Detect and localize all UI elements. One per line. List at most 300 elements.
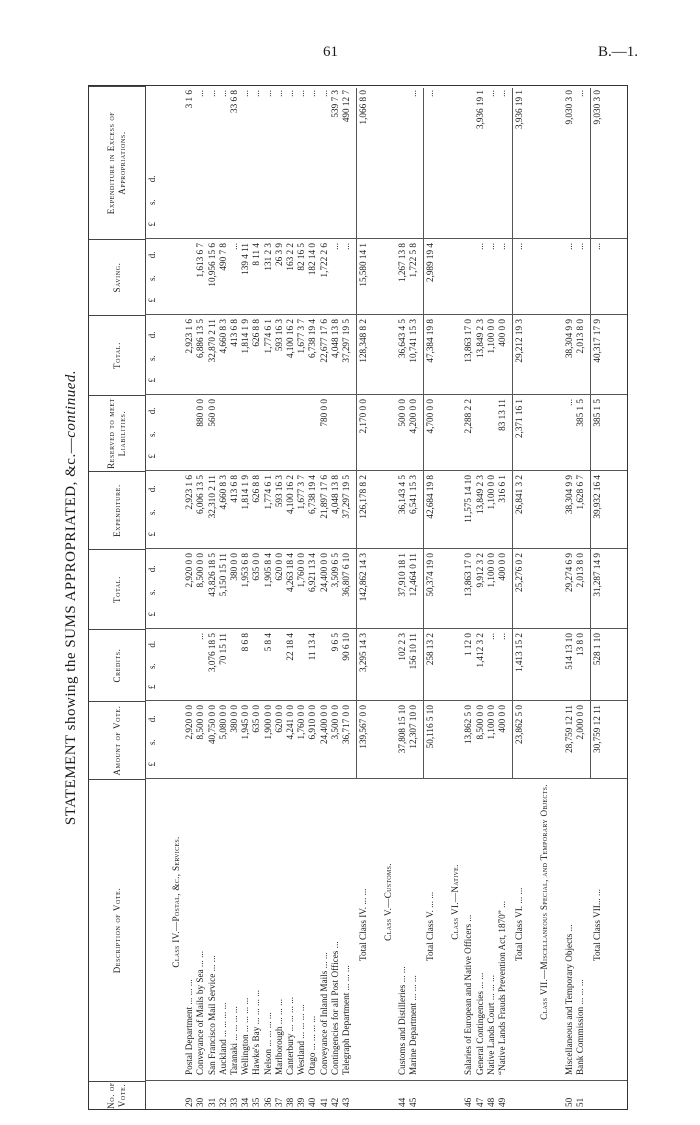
cell-amount: 8,500 0 0 xyxy=(195,705,206,740)
class-total-label: Total Class VI. ... ... xyxy=(514,887,525,961)
class-heading: Class VII.—Miscellaneous Special, and Temporary Objects. xyxy=(539,784,550,1020)
vote-number: 34 xyxy=(240,1097,251,1107)
cell-total2: 626 8 8 xyxy=(251,319,262,347)
cell-total: 9,912 3 2 xyxy=(474,553,485,588)
table-row xyxy=(463,86,474,1109)
cell-saving: 490 7 8 xyxy=(217,243,228,271)
lsd-unit: d. xyxy=(147,175,157,183)
total-amount: 139,567 0 0 xyxy=(358,705,369,749)
vote-description: Marlborough ... ... ... xyxy=(273,998,284,1075)
class-total-row xyxy=(592,86,603,1109)
vote-description: Auckland ... ... ... ... xyxy=(217,1002,228,1075)
total-saving: ... xyxy=(514,243,525,250)
cell-exp: 4,100 16 2 xyxy=(285,475,295,515)
cell-total2: 4,100 16 2 xyxy=(285,319,295,359)
table-row xyxy=(475,86,486,1109)
cell-amount: 12,307 10 0 xyxy=(407,705,418,749)
lsd-unit: d. xyxy=(147,251,157,259)
cell-amount: 3,500 0 0 xyxy=(329,705,340,740)
vote-number: 38 xyxy=(285,1097,295,1107)
vote-number: 51 xyxy=(575,1097,585,1107)
total-excess: 1,066 8 0 xyxy=(358,90,369,125)
cell-excess: 3 1 6 xyxy=(184,90,195,109)
cell-total: 24,400 0 0 xyxy=(318,553,329,593)
column-rule xyxy=(145,470,627,471)
column-rule xyxy=(145,628,627,629)
total-res: 4,700 0 0 xyxy=(425,399,435,434)
cell-total: 1,100 0 0 xyxy=(485,553,496,588)
column-rule xyxy=(145,1080,627,1081)
cell-total: 4,263 18 4 xyxy=(285,553,295,593)
cell-saving: ... xyxy=(329,243,340,250)
cell-amount: 13,862 5 0 xyxy=(463,705,474,745)
vote-description: Nelson ... ... ... ... xyxy=(262,1012,273,1075)
cell-amount: 6,910 0 0 xyxy=(307,705,318,740)
total-amount: 23,862 5 0 xyxy=(514,705,525,745)
cell-exp: 13,849 2 3 xyxy=(474,475,485,515)
table-row xyxy=(296,86,307,1109)
class-heading: Class VI.—Native. xyxy=(450,864,461,940)
header-divider xyxy=(145,86,146,1109)
lsd-unit: d. xyxy=(147,715,157,723)
total-total: 25,276 0 2 xyxy=(514,553,525,593)
cell-saving: 1,267 13 8 xyxy=(396,243,407,283)
cell-total2: 37,297 19 5 xyxy=(341,319,351,363)
cell-saving: 10,956 15 6 xyxy=(206,243,217,287)
lsd-unit: £ xyxy=(147,454,157,459)
lsd-subheader xyxy=(147,477,159,545)
class-heading: Class IV.—Postal, &c., Services. xyxy=(171,836,181,968)
vote-number: 39 xyxy=(296,1097,307,1107)
column-rule xyxy=(145,314,627,315)
cell-saving: 1,613 6 7 xyxy=(195,243,206,278)
cell-amount: 5,080 0 0 xyxy=(217,705,228,740)
lsd-subheader xyxy=(147,167,159,235)
vote-description: Conveyance of Inland Mails ... ... xyxy=(318,952,329,1075)
vote-number: 44 xyxy=(396,1097,407,1107)
total-total2: 47,384 19 8 xyxy=(425,319,435,363)
vote-number: 30 xyxy=(195,1097,206,1107)
cell-res: 560 0 0 xyxy=(206,399,217,427)
vote-description: “Native Lands Frauds Prevention Act, 1870” ... xyxy=(497,900,507,1075)
appropriations-table xyxy=(88,85,628,1110)
cell-total2: 4,048 13 8 xyxy=(329,319,340,359)
vote-number: 37 xyxy=(273,1097,284,1107)
cell-exp: 37,297 19 5 xyxy=(341,475,351,519)
cell-amount: 380 0 0 xyxy=(229,705,239,733)
cell-credits: 9 6 5 xyxy=(329,633,340,652)
cell-saving: ... xyxy=(341,243,351,250)
table-row xyxy=(263,86,274,1109)
cell-amount: 28,759 12 11 xyxy=(563,705,574,753)
class-heading-row xyxy=(450,86,461,1109)
cell-saving: ... xyxy=(497,243,507,250)
cell-excess: ... xyxy=(240,90,251,97)
cell-amount: 37,808 15 10 xyxy=(396,705,407,754)
total-excess: 9,030 3 0 xyxy=(592,90,603,125)
total-credits: 258 13 2 xyxy=(425,633,435,666)
total-excess: ... xyxy=(425,90,435,97)
table-row xyxy=(564,86,575,1109)
class-total-row xyxy=(425,86,436,1109)
cell-total2: 13,849 2 3 xyxy=(474,319,485,359)
cell-exp: 38,304 9 9 xyxy=(563,475,574,515)
vote-number: 47 xyxy=(474,1097,485,1107)
cell-total2: 413 6 8 xyxy=(229,319,239,347)
cell-saving: 182 14 0 xyxy=(307,243,318,276)
table-row xyxy=(184,86,195,1109)
vote-description: Westland ... ... ... ... xyxy=(296,1004,307,1075)
column-header-total1: Total. xyxy=(89,549,145,629)
vote-description: Postal Department ... ... ... xyxy=(184,979,195,1075)
cell-exp: 21,897 17 6 xyxy=(318,475,329,519)
cell-saving: 131 2 3 xyxy=(262,243,273,271)
cell-credits: 514 13 10 xyxy=(563,633,574,670)
cell-saving: 1,722 5 8 xyxy=(407,243,418,278)
cell-exp: 316 6 1 xyxy=(497,475,507,503)
total-res: 385 1 5 xyxy=(592,399,603,427)
cell-amount: 24,400 0 0 xyxy=(318,705,329,745)
column-header-reserved: Reserved to meet Liabilities. xyxy=(89,395,145,471)
cell-total: 29,274 6 9 xyxy=(563,553,574,593)
cell-exp: 626 8 8 xyxy=(251,475,262,503)
lsd-subheader xyxy=(147,633,159,697)
class-heading-row xyxy=(383,86,394,1109)
total-saving: ... xyxy=(592,243,603,250)
cell-excess: 539 7 3 xyxy=(329,90,340,118)
cell-credits: 1 12 0 xyxy=(463,633,474,656)
cell-total2: 593 16 3 xyxy=(273,319,284,352)
cell-total2: 4,660 8 3 xyxy=(217,319,228,354)
lsd-unit: s. xyxy=(147,509,157,516)
cell-exp: 413 6 8 xyxy=(229,475,239,503)
cell-res: 83 13 11 xyxy=(497,399,507,431)
cell-saving: ... xyxy=(485,243,496,250)
vote-description: Contingencies for all Post Offices ... xyxy=(329,941,340,1075)
cell-total2: 36,643 4 5 xyxy=(396,319,407,359)
cell-total: 635 0 0 xyxy=(251,553,262,581)
cell-exp: 6,006 13 5 xyxy=(195,475,206,515)
page-number: 61 xyxy=(323,44,338,60)
vote-description: Miscellaneous and Temporary Objects ... xyxy=(563,924,574,1075)
cell-res: 4,200 0 0 xyxy=(407,399,418,434)
rotated-table-region xyxy=(58,85,633,1110)
lsd-unit: d. xyxy=(147,485,157,493)
cell-res: 880 0 0 xyxy=(195,399,206,427)
vote-number: 43 xyxy=(341,1097,351,1107)
cell-res: 2,288 2 2 xyxy=(463,399,474,434)
cell-total: 2,920 0 0 xyxy=(184,553,195,588)
cell-excess: ... xyxy=(407,90,418,97)
cell-credits: 3,076 18 5 xyxy=(206,633,217,673)
cell-res: 500 0 0 xyxy=(396,399,407,427)
column-header-saving: Saving. xyxy=(89,239,145,315)
cell-saving: ... xyxy=(474,243,485,250)
table-row xyxy=(240,86,251,1109)
total-total2: 128,348 8 2 xyxy=(358,319,369,363)
cell-total: 1,905 8 4 xyxy=(262,553,273,588)
cell-res: ... xyxy=(563,399,574,406)
cell-exp: 6,541 15 3 xyxy=(407,475,418,515)
cell-excess: 3,936 19 1 xyxy=(474,90,485,130)
total-exp: 26,841 3 2 xyxy=(514,475,525,515)
cell-total: 8,500 0 0 xyxy=(195,553,206,588)
vote-description: Conveyance of Mails by Sea ... ... xyxy=(195,950,206,1075)
column-rule xyxy=(145,394,627,395)
cell-excess: ... xyxy=(217,90,228,97)
vote-number: 41 xyxy=(318,1097,329,1107)
cell-exp: 4,048 13 8 xyxy=(329,475,340,515)
vote-description: General Contingencies ... ... xyxy=(474,972,485,1075)
cell-total: 37,910 18 1 xyxy=(396,553,407,597)
cell-res: 385 1 5 xyxy=(575,399,585,427)
cell-excess: ... xyxy=(195,90,206,97)
cell-credits: 102 2 3 xyxy=(396,633,407,661)
lsd-unit: d. xyxy=(147,407,157,415)
total-amount: 50,116 5 10 xyxy=(425,705,435,749)
class-heading-row xyxy=(539,86,550,1109)
cell-total2: 2,013 8 0 xyxy=(575,319,585,354)
column-header-amount: Amount of Vote. xyxy=(89,701,145,779)
total-total: 31,287 14 9 xyxy=(592,553,603,597)
total-amount: 30,759 12 11 xyxy=(592,705,603,753)
total-res: 2,170 0 0 xyxy=(358,399,369,434)
cell-excess: ... xyxy=(206,90,217,97)
table-row xyxy=(251,86,262,1109)
vote-number: 45 xyxy=(407,1097,418,1107)
cell-exp: 1,814 1 9 xyxy=(240,475,251,510)
vote-description: Hawke's Bay ... ... ... ... xyxy=(251,989,262,1075)
vote-description: Native Lands Court ... ... ... xyxy=(485,974,496,1075)
vote-number: 35 xyxy=(251,1097,262,1107)
lsd-unit: £ xyxy=(147,762,157,767)
vote-description: San Francisco Mail Service ... ... xyxy=(206,955,217,1075)
cell-total: 380 0 0 xyxy=(229,553,239,581)
cell-amount: 4,241 0 0 xyxy=(285,705,295,740)
cell-credits: 1,412 3 2 xyxy=(474,633,485,668)
cell-excess: 490 12 7 xyxy=(341,90,351,123)
cell-excess: 9,030 3 0 xyxy=(563,90,574,125)
table-row xyxy=(195,86,206,1109)
vote-description: Salaries of European and Native Officers ... xyxy=(463,914,474,1075)
total-exp: 42,684 19 8 xyxy=(425,475,435,519)
cell-amount: 1,900 0 0 xyxy=(262,705,273,740)
cell-excess: 33 6 8 xyxy=(229,90,239,113)
column-header-description: Description of Vote. xyxy=(89,779,145,1081)
table-row xyxy=(274,86,285,1109)
lsd-unit: £ xyxy=(147,378,157,383)
cell-total2: 1,814 1 9 xyxy=(240,319,251,354)
cell-exp: 6,738 19 4 xyxy=(307,475,318,515)
vote-number: 48 xyxy=(485,1097,496,1107)
table-row xyxy=(330,86,341,1109)
table-row xyxy=(218,86,229,1109)
total-rule xyxy=(423,88,424,779)
cell-credits: ... xyxy=(195,633,206,640)
lsd-subheader xyxy=(147,707,159,775)
vote-number: 33 xyxy=(229,1097,239,1107)
lsd-unit: s. xyxy=(147,275,157,282)
cell-credits: 11 13 4 xyxy=(307,633,318,661)
column-rule xyxy=(145,548,627,549)
lsd-unit: s. xyxy=(147,589,157,596)
vote-number: 49 xyxy=(497,1097,507,1107)
cell-excess: ... xyxy=(251,90,262,97)
total-credits: 1,413 15 2 xyxy=(514,633,525,673)
column-rule xyxy=(145,778,627,779)
cell-amount: 2,000 0 0 xyxy=(575,705,585,740)
cell-excess: ... xyxy=(497,90,507,97)
cell-saving: 8 11 4 xyxy=(251,243,262,266)
lsd-unit: £ xyxy=(147,684,157,690)
class-total-label: Total Class VII... ... xyxy=(592,889,603,961)
class-total-label: Total Class V. ... ... xyxy=(425,891,435,961)
cell-excess: ... xyxy=(485,90,496,97)
cell-total2: 1,774 6 1 xyxy=(262,319,273,354)
cell-amount: 1,100 0 0 xyxy=(485,705,496,740)
total-res: 2,371 16 1 xyxy=(514,399,525,439)
vote-number: 36 xyxy=(262,1097,273,1107)
cell-total2: 32,870 2 11 xyxy=(206,319,217,363)
page-reference: B.—1. xyxy=(598,44,639,60)
lsd-subheader xyxy=(147,399,159,467)
cell-total2: 1,677 3 7 xyxy=(296,319,307,354)
cell-credits: 70 15 11 xyxy=(217,633,228,665)
cell-total2: 400 0 0 xyxy=(497,319,507,347)
column-header-expenditure: Expenditure. xyxy=(89,471,145,549)
cell-credits: 90 6 10 xyxy=(341,633,351,661)
class-total-label: Total Class IV. ... ... xyxy=(358,888,369,961)
total-total: 50,374 19 0 xyxy=(425,553,435,597)
vote-description: Otago ... ... ... ... xyxy=(307,1015,318,1075)
cell-saving: ... xyxy=(575,243,585,250)
total-rule xyxy=(512,88,513,779)
vote-description: Telegraph Department ... ... ... xyxy=(341,965,351,1075)
class-total-row xyxy=(514,86,525,1109)
cell-exp: 36,143 4 5 xyxy=(396,475,407,515)
cell-total2: 13,863 17 0 xyxy=(463,319,474,363)
lsd-unit: d. xyxy=(147,640,157,648)
lsd-subheader xyxy=(147,243,159,311)
cell-credits: ... xyxy=(497,633,507,640)
total-rule xyxy=(356,88,357,779)
table-row xyxy=(319,86,330,1109)
table-row xyxy=(408,86,419,1109)
cell-saving: ... xyxy=(229,243,239,250)
cell-total: 13,863 17 0 xyxy=(463,553,474,597)
class-heading: Class V.—Customs. xyxy=(383,863,394,941)
column-header-vote: No. of Vote. xyxy=(89,1081,145,1109)
cell-amount: 620 0 0 xyxy=(273,705,284,733)
cell-credits: 22 18 4 xyxy=(285,633,295,661)
cell-exp: 1,628 6 7 xyxy=(575,475,585,510)
total-total2: 40,317 17 9 xyxy=(592,319,603,363)
cell-credits: 5 8 4 xyxy=(262,633,273,652)
cell-total2: 6,886 13 5 xyxy=(195,319,206,359)
cell-excess: ... xyxy=(285,90,295,97)
vote-description: Canterbury ... ... ... ... xyxy=(285,996,295,1075)
vote-description: Marine Department ... ... ... xyxy=(407,975,418,1075)
column-header-excess: Expenditure in Excess of Appropriations. xyxy=(89,86,145,239)
lsd-unit: s. xyxy=(147,739,157,746)
cell-exp: 1,774 6 1 xyxy=(262,475,273,510)
lsd-unit: s. xyxy=(147,431,157,438)
cell-excess: ... xyxy=(262,90,273,97)
cell-total2: 1,100 0 0 xyxy=(485,319,496,354)
total-exp: 39,932 16 4 xyxy=(592,475,603,519)
total-credits: 3,295 14 3 xyxy=(358,633,369,673)
vote-description: Customs and Distilleries ... ... xyxy=(396,966,407,1075)
column-header-total2: Total. xyxy=(89,315,145,395)
vote-number: 50 xyxy=(563,1097,574,1107)
cell-exp: 2,923 1 6 xyxy=(184,475,195,510)
table-row xyxy=(575,86,586,1109)
cell-excess: ... xyxy=(318,90,329,97)
cell-saving: 26 3 9 xyxy=(273,243,284,266)
vote-number: 40 xyxy=(307,1097,318,1107)
cell-amount: 8,500 0 0 xyxy=(474,705,485,740)
cell-credits: ... xyxy=(485,633,496,640)
cell-total: 5,150 15 11 xyxy=(217,553,228,597)
vote-number: 42 xyxy=(329,1097,340,1107)
cell-amount: 36,717 0 0 xyxy=(341,705,351,745)
cell-amount: 40,750 0 0 xyxy=(206,705,217,745)
vote-number: 46 xyxy=(463,1097,474,1107)
total-total: 142,862 14 3 xyxy=(358,553,369,602)
table-row xyxy=(307,86,318,1109)
cell-saving: 163 2 2 xyxy=(285,243,295,271)
cell-amount: 400 0 0 xyxy=(497,705,507,733)
column-rule xyxy=(145,700,627,701)
total-exp: 126,178 8 2 xyxy=(358,475,369,519)
class-heading-row xyxy=(171,86,182,1109)
cell-total: 6,921 13 4 xyxy=(307,553,318,593)
cell-total: 36,807 6 10 xyxy=(341,553,351,597)
lsd-unit: d. xyxy=(147,331,157,339)
total-excess: 3,936 19 1 xyxy=(514,90,525,130)
lsd-unit: d. xyxy=(147,565,157,573)
total-rule xyxy=(590,88,591,779)
cell-excess: ... xyxy=(575,90,585,97)
lsd-subheader xyxy=(147,323,159,391)
lsd-unit: £ xyxy=(147,612,157,617)
cell-total: 12,464 0 11 xyxy=(407,553,418,597)
lsd-unit: s. xyxy=(147,355,157,362)
cell-total: 2,013 8 0 xyxy=(575,553,585,588)
class-total-row xyxy=(358,86,369,1109)
vote-number: 31 xyxy=(206,1097,217,1107)
total-credits: 528 1 10 xyxy=(592,633,603,666)
cell-amount: 1,760 0 0 xyxy=(296,705,307,740)
cell-exp: 11,575 14 10 xyxy=(463,475,474,523)
cell-amount: 2,920 0 0 xyxy=(184,705,195,740)
cell-exp: 593 16 3 xyxy=(273,475,284,508)
vote-number: 32 xyxy=(217,1097,228,1107)
vote-number: 29 xyxy=(184,1097,195,1107)
column-header-credits: Credits. xyxy=(89,629,145,701)
cell-saving: 1,722 2 6 xyxy=(318,243,329,278)
cell-total2: 6,738 19 4 xyxy=(307,319,318,359)
cell-res: 780 0 0 xyxy=(318,399,329,427)
table-row xyxy=(486,86,497,1109)
cell-excess: ... xyxy=(296,90,307,97)
cell-credits: 8 6 8 xyxy=(240,633,251,652)
total-saving: 2,989 19 4 xyxy=(425,243,435,283)
rotated-content xyxy=(58,85,633,1110)
cell-total: 1,953 6 8 xyxy=(240,553,251,588)
statement-title xyxy=(58,85,84,1110)
cell-amount: 1,945 0 0 xyxy=(240,705,251,740)
